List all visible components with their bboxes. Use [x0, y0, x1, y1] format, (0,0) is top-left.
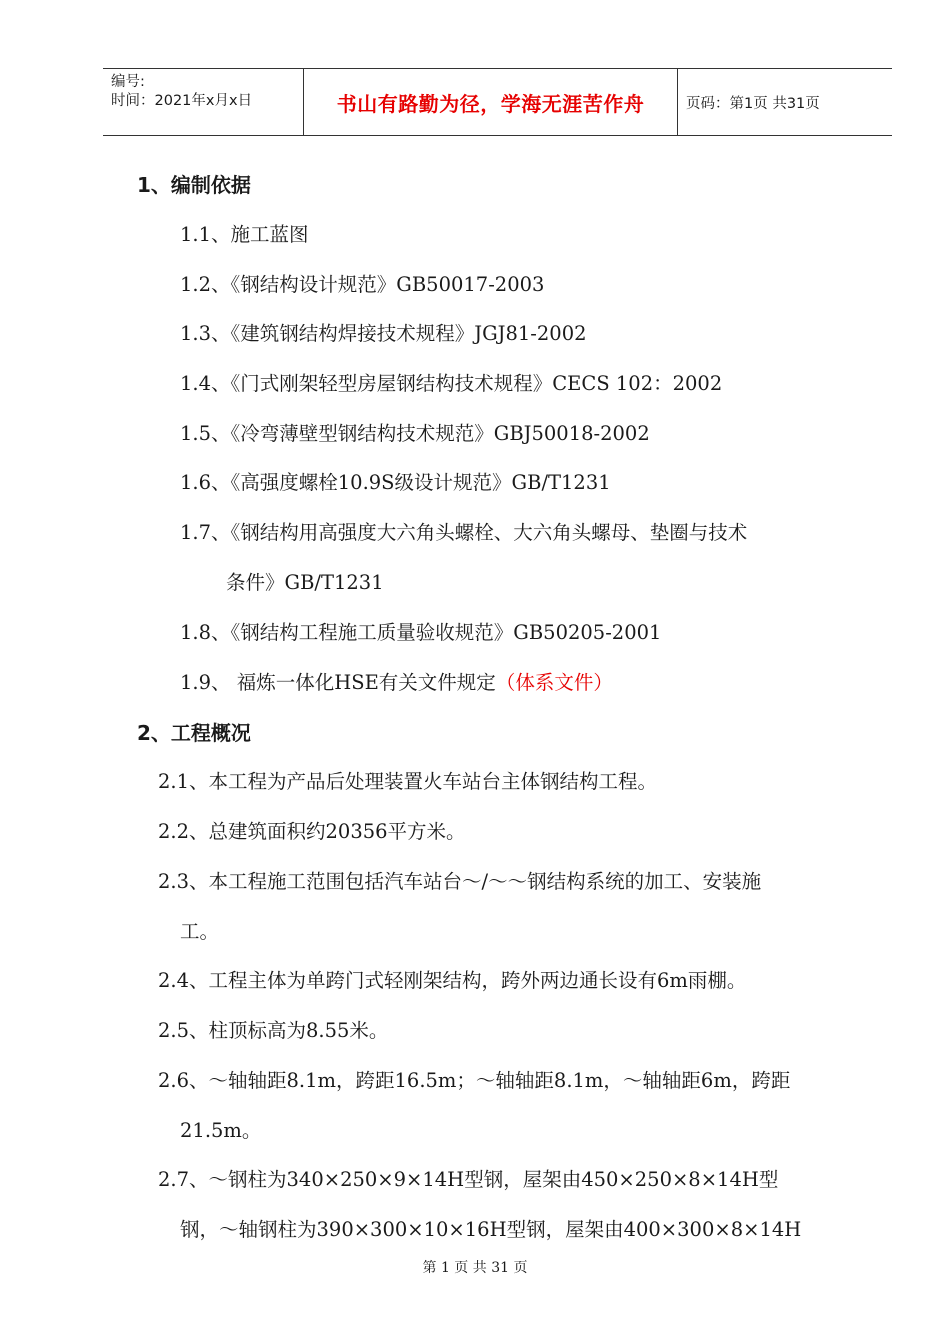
s1-item-6: 1.6、《高强度螺栓10.9S级设计规范》GB/T1231: [180, 471, 611, 494]
s1-item-2: 1.2、《钢结构设计规范》GB50017-2003: [180, 273, 545, 296]
s1-item-7: 1.7、《钢结构用高强度大六角头螺栓、大六角头螺母、垫圈与技术: [180, 521, 748, 544]
s1-item-3: 1.3、《建筑钢结构焊接技术规程》JGJ81-2002: [180, 322, 587, 345]
motto-text: 书山有路勤为径，学海无涯苦作舟: [336, 91, 645, 116]
s2-item-1: 2.1、本工程为产品后处理装置火车站台主体钢结构工程。: [158, 770, 658, 793]
s1-item-9-text: 1.9、 福炼一体化HSE有关文件规定: [180, 671, 496, 694]
s2-item-7-continued: 钢，～轴钢柱为390×300×10×16H型钢，屋架由400×300×8×14H: [180, 1218, 802, 1241]
section-1-heading: 1、编制依据: [137, 173, 251, 197]
s2-item-2: 2.2、总建筑面积约20356平方米。: [158, 820, 466, 843]
motto-cell: [304, 69, 678, 135]
s1-item-1: 1.1、施工蓝图: [180, 223, 309, 246]
page-code-cell: [678, 69, 892, 135]
s2-item-3-continued: 工。: [180, 920, 220, 943]
s1-item-5: 1.5、《冷弯薄壁型钢结构技术规范》GBJ50018-2002: [180, 422, 650, 445]
s2-item-4: 2.4、工程主体为单跨门式轻刚架结构，跨外两边通长设有6m雨棚。: [158, 969, 747, 992]
section-2-heading: 2、工程概况: [137, 721, 251, 745]
header-meta-cell: [103, 69, 304, 135]
serial-number-label: 编号:: [111, 74, 145, 90]
document-header: [103, 68, 892, 136]
page-code-text: 页码：第1页 共31页: [686, 95, 820, 112]
s2-item-3: 2.3、本工程施工范围包括汽车站台～/～～钢结构系统的加工、安装施: [158, 870, 762, 893]
page-footer: 第 1 页 共 31 页: [422, 1260, 528, 1276]
s1-item-7-continued: 条件》GB/T1231: [226, 571, 384, 594]
s1-item-8: 1.8、《钢结构工程施工质量验收规范》GB50205-2001: [180, 621, 662, 644]
s2-item-6: 2.6、～轴轴距8.1m，跨距16.5m；～轴轴距8.1m，～轴轴距6m，跨距: [158, 1069, 791, 1092]
s2-item-7: 2.7、～钢柱为340×250×9×14H型钢，屋架由450×250×8×14H型: [158, 1168, 779, 1191]
s1-item-9: [180, 670, 613, 696]
s2-item-6-continued: 21.5m。: [180, 1119, 262, 1142]
s1-item-4: 1.4、《门式刚架轻型房屋钢结构技术规程》CECS 102：2002: [180, 372, 723, 395]
s1-item-9-red-note: （体系文件）: [495, 671, 613, 694]
date-text: 时间：2021年x月x日: [111, 93, 253, 109]
s2-item-5: 2.5、柱顶标高为8.55米。: [158, 1019, 389, 1042]
